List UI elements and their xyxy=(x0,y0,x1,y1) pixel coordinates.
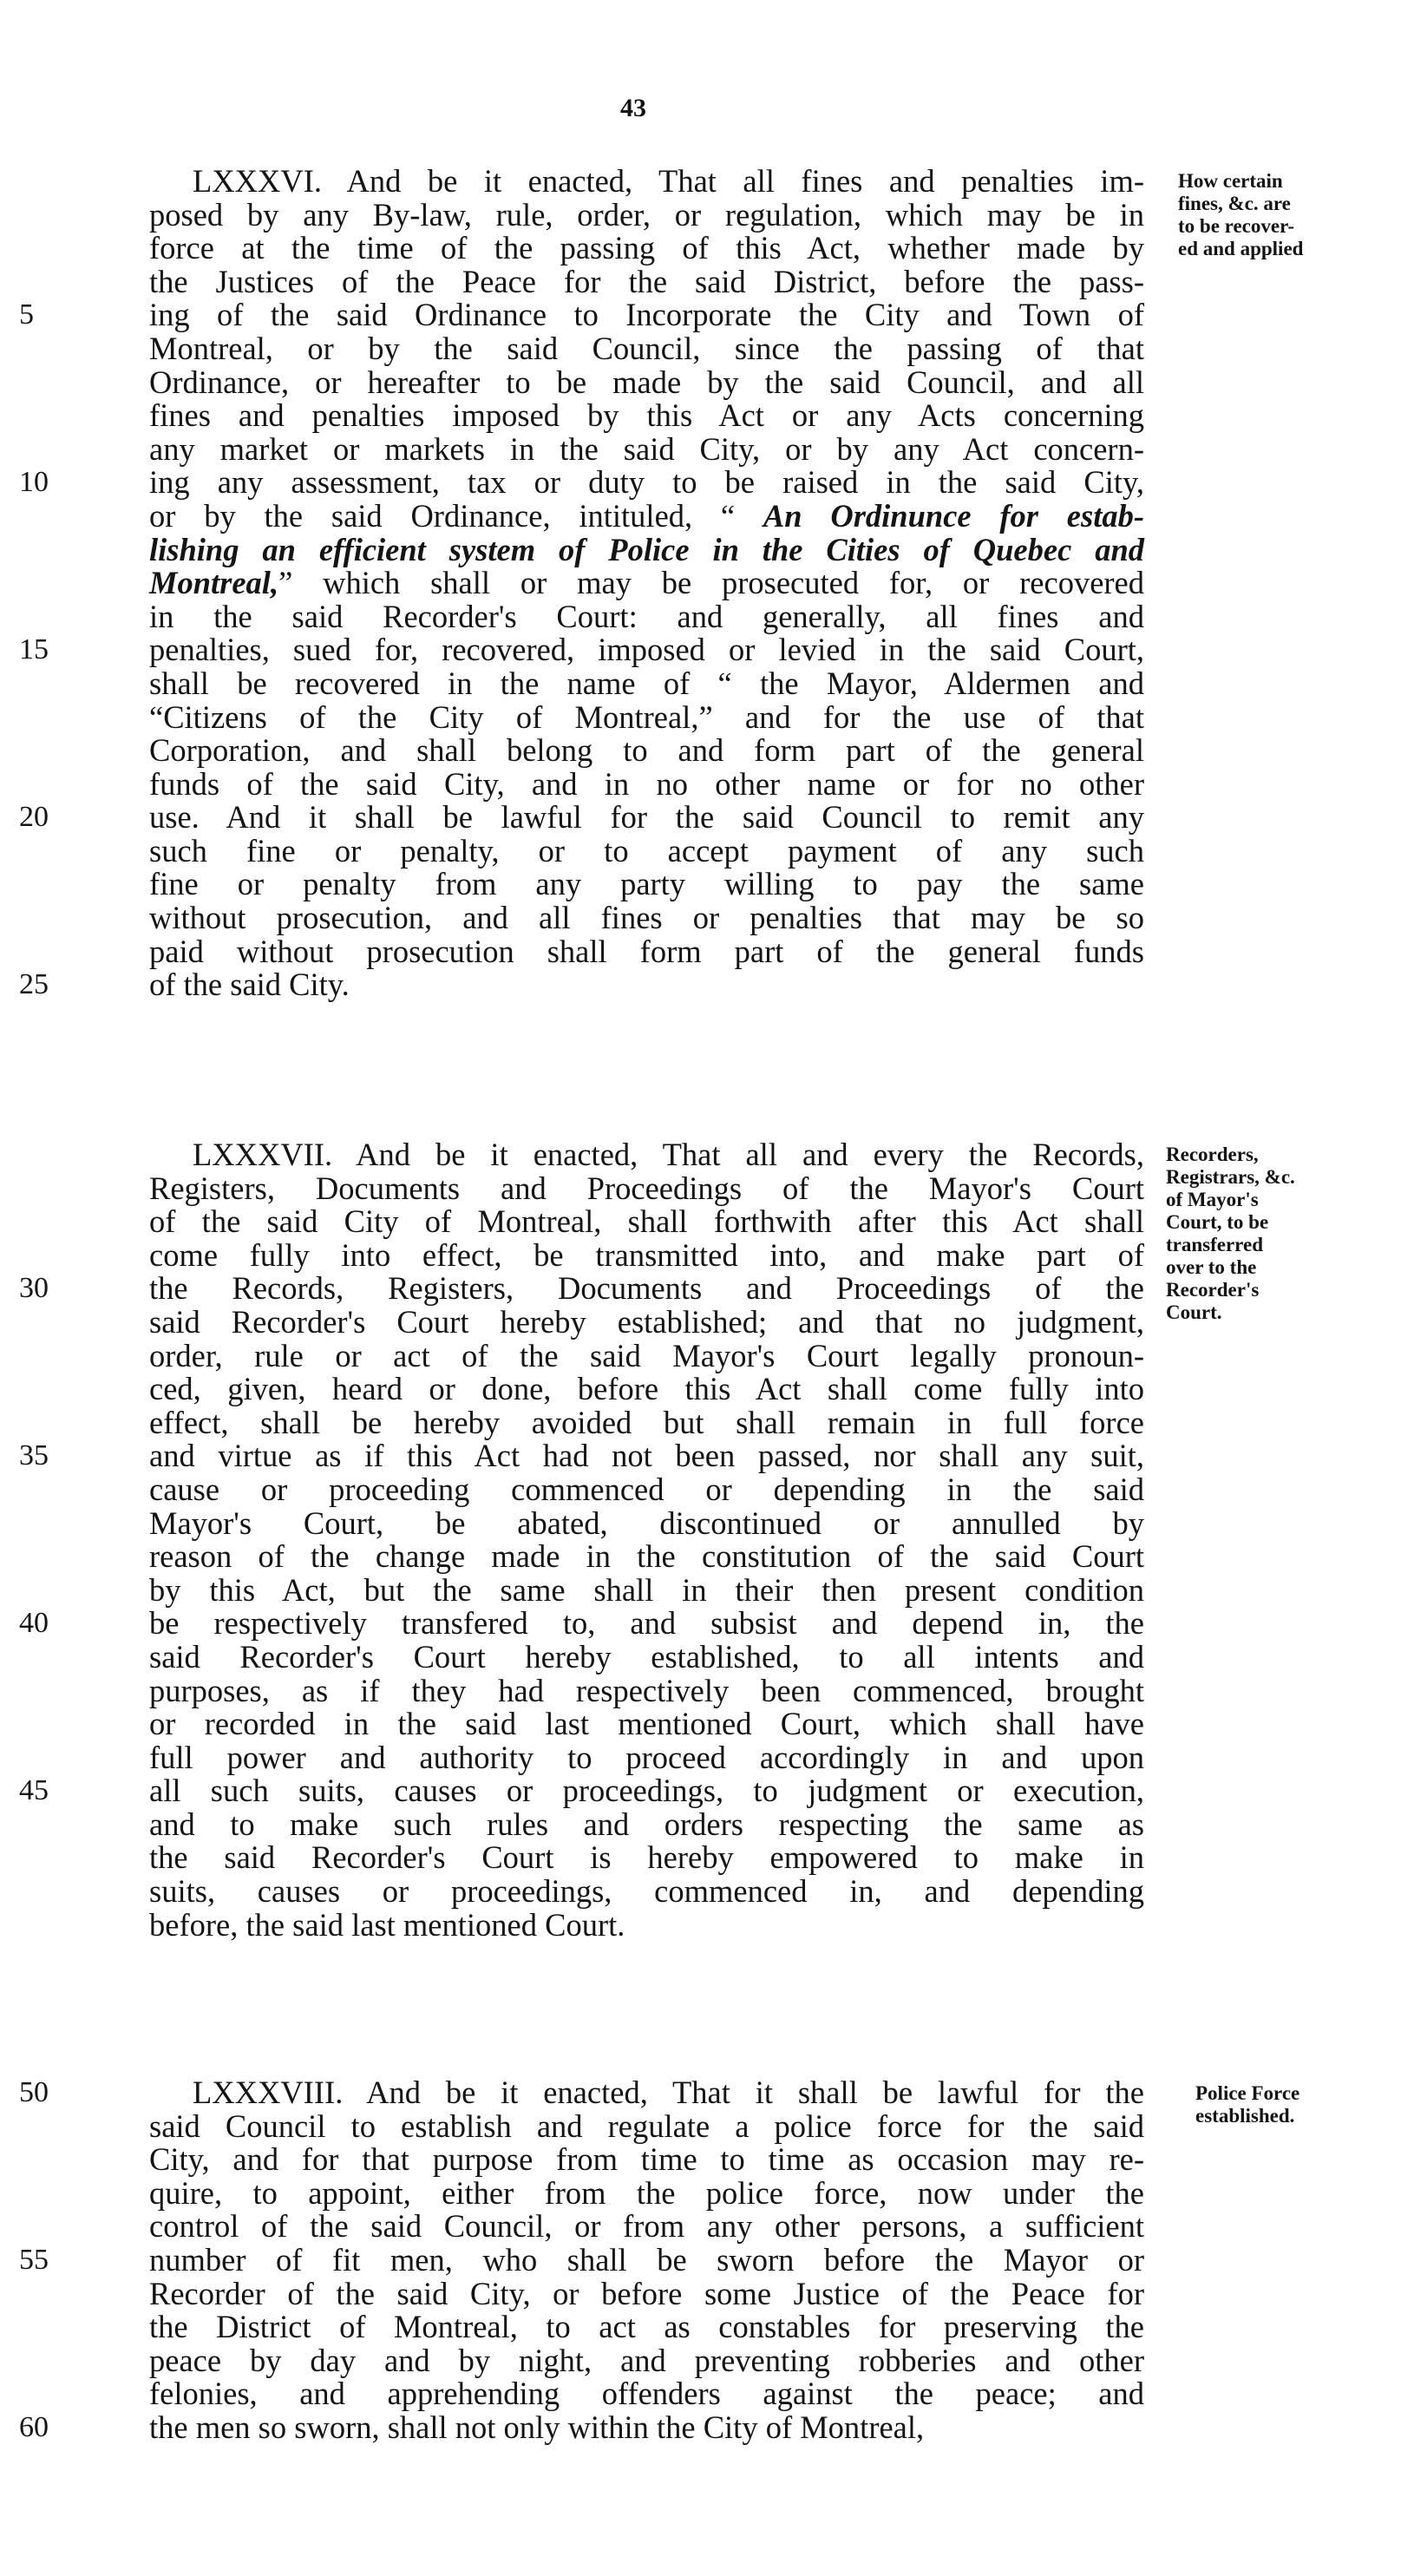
margin-note-police-force xyxy=(1195,2082,1299,2127)
text-line xyxy=(19,2409,1144,2445)
text-line xyxy=(149,2344,1144,2378)
line-text: be respectively transfered to, and subsist and depend in, the xyxy=(149,1605,1144,1642)
text-line xyxy=(149,1303,1144,1340)
line-text: penalties, sued for, recovered, imposed or levied in the said Court, xyxy=(149,632,1144,668)
text-line xyxy=(19,2241,1144,2278)
section-lxxxvi xyxy=(19,163,1144,1003)
text-line xyxy=(149,1875,1144,1909)
line-text: force at the time of the passing of this Act, whether made by xyxy=(149,230,1144,266)
line-text: Corporation, and shall belong to and form part of the general xyxy=(149,732,1144,769)
line-number: 5 xyxy=(19,298,34,331)
text-line xyxy=(19,1270,1144,1307)
text-line xyxy=(149,2210,1144,2244)
text-line xyxy=(149,165,1144,199)
line-text: LXXXVII. And be it enacted, That all and every the Records, xyxy=(193,1137,1144,1172)
line-text: purposes, as if they had respectively been commenced, brought xyxy=(149,1672,1144,1708)
text-line xyxy=(149,734,1144,768)
line-text: fine or penalty from any party willing to pay the same xyxy=(149,866,1144,902)
text-line xyxy=(149,1373,1144,1406)
text-line xyxy=(149,1672,1144,1708)
line-text: paid without prosecution shall form part of the general funds xyxy=(149,933,1144,969)
line-number: 50 xyxy=(19,2076,49,2108)
text-line xyxy=(149,1473,1144,1507)
line-number: 10 xyxy=(19,466,49,499)
line-text: Mayor's Court, be abated, discontinued or annulled by xyxy=(149,1504,1144,1541)
margin-note-line: Recorder's xyxy=(1166,1279,1260,1301)
text-line xyxy=(149,1205,1144,1239)
margin-note-line: transferred xyxy=(1166,1234,1263,1255)
text-line xyxy=(149,2275,1144,2311)
line-text: or recorded in the said last mentioned Court, which shall have xyxy=(149,1706,1144,1742)
line-number: 15 xyxy=(19,633,49,666)
line-text: and virtue as if this Act had not been passed, nor shall any suit, xyxy=(149,1438,1144,1474)
text-line xyxy=(149,832,1144,868)
margin-note-fines xyxy=(1178,170,1303,260)
margin-note-line: over to the xyxy=(1166,1256,1257,1278)
text-line xyxy=(149,1571,1144,1608)
line-text: peace by day and by night, and preventing robberies and other xyxy=(149,2342,1144,2378)
line-number: 60 xyxy=(19,2410,49,2443)
text-line xyxy=(149,935,1144,969)
line-text: lishing an efficient system of Police in the Cities of Quebec and xyxy=(149,531,1144,567)
line-text: ing any assessment, tax or duty to be raised in the said City, xyxy=(149,464,1144,501)
line-text: Montreal,” which shall or may be prosecuted for, or recovered xyxy=(149,565,1144,601)
text-line xyxy=(149,1841,1144,1875)
line-number: 25 xyxy=(19,968,49,1001)
line-text: any market or markets in the said City, or by any Act concern- xyxy=(149,430,1144,467)
line-text: ing of the said Ordinance to Incorporate the City and Town of xyxy=(149,297,1144,333)
text-line xyxy=(149,430,1144,467)
text-line xyxy=(149,1236,1144,1273)
line-number: 45 xyxy=(19,1774,49,1807)
line-text: order, rule or act of the said Mayor's Court legally pronoun- xyxy=(149,1337,1144,1373)
margin-note-records-transfer xyxy=(1166,1144,1295,1324)
line-number: 20 xyxy=(19,801,49,834)
line-text: the Records, Registers, Documents and Proceedings of the xyxy=(149,1270,1144,1307)
text-line xyxy=(19,1438,1144,1474)
page-number: 43 xyxy=(620,94,646,122)
text-line xyxy=(149,1808,1144,1842)
margin-note-line: fines, &c. are xyxy=(1178,193,1291,214)
line-text: or by the said Ordinance, intituled, “ An Ordinunce for estab- xyxy=(149,497,1144,534)
line-text: Ordinance, or hereafter to be made by the said Council, and all xyxy=(149,364,1144,400)
line-text: Recorder of the said City, or before some Justice of the Peace for xyxy=(149,2275,1144,2311)
text-line xyxy=(19,967,1144,1003)
text-line xyxy=(149,868,1144,901)
text-line xyxy=(149,1138,1144,1172)
section-lxxxviii xyxy=(19,2075,1144,2445)
line-text: funds of the said City, and in no other name or for no other xyxy=(149,765,1144,802)
line-text: reason of the change made in the constitution of the said Court xyxy=(149,1538,1144,1575)
text-line xyxy=(149,1406,1144,1440)
line-text: of the said City of Montreal, shall forthwith after this Act shall xyxy=(149,1203,1144,1240)
line-text: in the said Recorder's Court: and generally, all fines and xyxy=(149,598,1144,634)
text-line xyxy=(149,567,1144,600)
text-line xyxy=(149,1638,1144,1675)
line-text: of the said City. xyxy=(149,967,350,1003)
section-lxxxvii xyxy=(19,1137,1144,1943)
line-text: number of fit men, who shall be sworn before the Mayor or xyxy=(149,2241,1144,2278)
line-text: felonies, and apprehending offenders against the peace; and xyxy=(149,2376,1144,2412)
line-text: come fully into effect, be transmitted into, and make part of xyxy=(149,1236,1144,1273)
text-line xyxy=(19,2075,1144,2110)
line-text: quire, to appoint, either from the police force, now under the xyxy=(149,2174,1144,2211)
text-line xyxy=(149,531,1144,567)
line-text: before, the said last mentioned Court. xyxy=(149,1906,625,1943)
text-line xyxy=(149,196,1144,233)
text-line xyxy=(149,1741,1144,1775)
text-line xyxy=(149,2174,1144,2211)
line-number: 30 xyxy=(19,1272,49,1305)
text-line xyxy=(149,2377,1144,2411)
line-text: posed by any By-law, rule, order, or regulation, which may be in xyxy=(149,196,1144,233)
text-line xyxy=(19,464,1144,501)
text-line xyxy=(149,2107,1144,2144)
margin-note-line: Recorders, xyxy=(1166,1144,1259,1165)
line-text: such fine or penalty, or to accept payment of any such xyxy=(149,832,1144,868)
text-line xyxy=(149,901,1144,935)
line-text: suits, causes or proceedings, commenced in, and depending xyxy=(149,1873,1144,1910)
text-line xyxy=(149,1504,1144,1541)
line-text: the said Recorder's Court is hereby empowered to make in xyxy=(149,1839,1144,1876)
line-number: 55 xyxy=(19,2243,49,2276)
line-number: 35 xyxy=(19,1439,49,1472)
text-line xyxy=(19,1605,1144,1642)
line-text: said Recorder's Court hereby established, to all intents and xyxy=(149,1638,1144,1675)
text-line xyxy=(149,600,1144,634)
margin-note-line: Police Force xyxy=(1195,2082,1300,2104)
text-line xyxy=(149,232,1144,265)
text-line xyxy=(149,1172,1144,1206)
text-line xyxy=(149,1708,1144,1741)
text-line xyxy=(149,1540,1144,1574)
line-text: without prosecution, and all fines or penalties that may be so xyxy=(149,900,1144,936)
margin-note-line: Court. xyxy=(1166,1301,1222,1323)
line-text: City, and for that purpose from time to time as occasion may re- xyxy=(149,2141,1144,2178)
line-text: fines and penalties imposed by this Act or any Acts concerning xyxy=(149,397,1144,434)
text-line xyxy=(149,332,1144,366)
text-line xyxy=(149,366,1144,400)
line-text: Montreal, or by the said Council, since the passing of that xyxy=(149,330,1144,366)
text-line xyxy=(149,698,1144,735)
text-line xyxy=(149,2311,1144,2344)
text-line xyxy=(149,667,1144,701)
line-number: 40 xyxy=(19,1607,49,1640)
text-line xyxy=(19,799,1144,836)
line-text: by this Act, but the same shall in their then present condition xyxy=(149,1571,1144,1608)
text-line xyxy=(149,265,1144,299)
line-text: full power and authority to proceed accordingly in and upon xyxy=(149,1739,1144,1775)
line-text: said Council to establish and regulate a police force for the said xyxy=(149,2107,1144,2144)
text-line xyxy=(149,497,1144,534)
line-text: “Citizens of the City of Montreal,” and for the use of that xyxy=(149,698,1144,735)
line-text: Registers, Documents and Proceedings of the Mayor's Court xyxy=(149,1170,1144,1206)
line-text: all such suits, causes or proceedings, to judgment or execution, xyxy=(149,1773,1144,1809)
line-text: said Recorder's Court hereby established; and that no judgment, xyxy=(149,1303,1144,1340)
line-text: the District of Montreal, to act as constables for preserving the xyxy=(149,2309,1144,2345)
line-text: LXXXVIII. And be it enacted, That it shall be lawful for the xyxy=(193,2075,1144,2110)
line-text: control of the said Council, or from any other persons, a sufficient xyxy=(149,2208,1144,2245)
text-line xyxy=(149,1906,1144,1943)
line-text: the Justices of the Peace for the said District, before the pass- xyxy=(149,263,1144,299)
margin-note-line: Court, to be xyxy=(1166,1211,1269,1233)
text-line xyxy=(149,399,1144,433)
margin-note-line: How certain xyxy=(1178,170,1283,192)
margin-note-line: established. xyxy=(1195,2105,1295,2127)
text-line xyxy=(19,632,1144,668)
line-text: cause or proceeding commenced or depending in the said xyxy=(149,1471,1144,1507)
margin-note-line: to be recover- xyxy=(1178,215,1295,237)
text-line xyxy=(149,2143,1144,2177)
line-text: effect, shall be hereby avoided but shall remain in full force xyxy=(149,1404,1144,1440)
line-text: the men so sworn, shall not only within the City of Montreal, xyxy=(149,2409,925,2445)
line-text: shall be recovered in the name of “ the Mayor, Aldermen and xyxy=(149,665,1144,701)
margin-note-line: ed and applied xyxy=(1178,238,1304,259)
line-text: LXXXVI. And be it enacted, That all fines and penalties im- xyxy=(193,163,1144,199)
text-line xyxy=(149,765,1144,802)
text-line xyxy=(19,297,1144,333)
line-text: ced, given, heard or done, before this Act shall come fully into xyxy=(149,1371,1144,1407)
line-text: and to make such rules and orders respecting the same as xyxy=(149,1806,1144,1842)
margin-note-line: of Mayor's xyxy=(1166,1189,1259,1210)
line-text: use. And it shall be lawful for the said Council to remit any xyxy=(149,799,1144,836)
margin-note-line: Registrars, &c. xyxy=(1166,1166,1295,1188)
text-line xyxy=(19,1773,1144,1809)
text-line xyxy=(149,1337,1144,1373)
